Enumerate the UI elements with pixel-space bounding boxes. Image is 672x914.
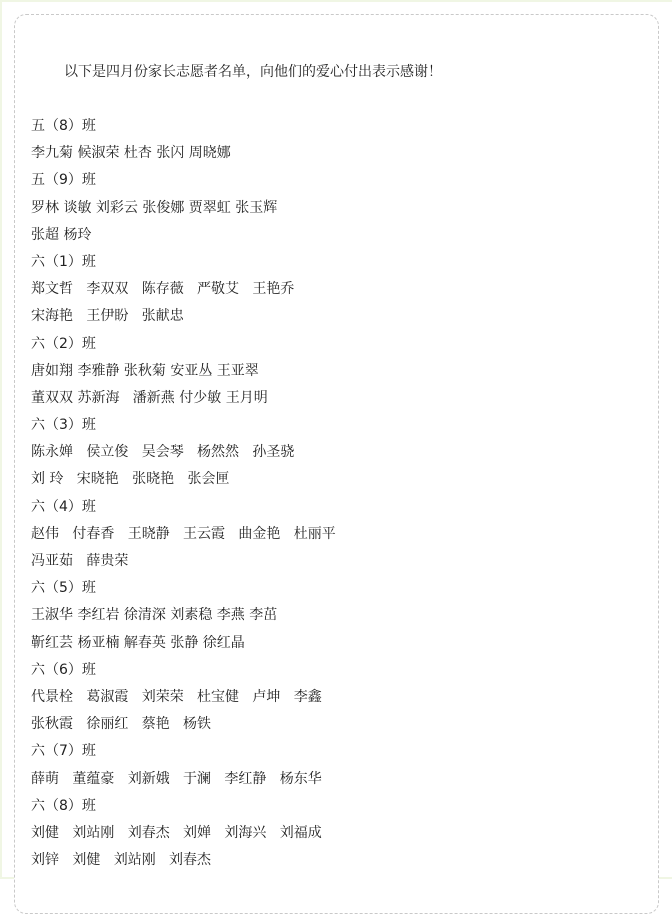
class-heading: 六（7）班 [31,743,96,760]
volunteer-names: 李九菊 候淑荣 杜杏 张闪 周晓娜 [31,145,231,162]
volunteer-names: 薛萌 董蕴豪 刘新娥 于澜 李红静 杨东华 [31,770,322,787]
volunteer-names: 刘锌 刘健 刘站刚 刘春杰 [31,852,212,869]
volunteer-names: 罗林 谈敏 刘彩云 张俊娜 贾翠虹 张玉辉 [31,199,278,216]
class-heading: 六（2）班 [31,335,96,352]
volunteer-names: 刘健 刘站刚 刘春杰 刘婵 刘海兴 刘福成 [31,824,322,841]
class-heading: 六（6）班 [31,661,96,678]
class-heading: 六（8）班 [31,797,96,814]
class-heading: 五（9）班 [31,172,96,189]
volunteer-names: 王淑华 李红岩 徐清深 刘素稳 李燕 李茁 [31,607,278,624]
volunteer-roster [31,113,336,874]
volunteer-names: 赵伟 付春香 王晓静 王云霞 曲金艳 杜丽平 [31,525,336,542]
class-heading: 五（8）班 [31,118,96,134]
intro-text: 以下是四月份家长志愿者名单，向他们的爱心付出表示感谢！ [64,64,442,80]
class-heading: 六（3）班 [31,417,96,434]
class-heading: 六（1）班 [31,253,96,270]
volunteer-names: 靳红芸 杨亚楠 解春英 张静 徐红晶 [31,634,245,651]
volunteer-names: 张超 杨玲 [31,226,92,243]
volunteer-names: 陈永婵 侯立俊 吴会琴 杨然然 孙圣骁 [31,444,295,461]
volunteer-names: 郑文哲 李双双 陈存薇 严敬艾 王艳乔 [31,281,295,298]
volunteer-names: 唐如翔 李雅静 张秋菊 安亚丛 王亚翠 [31,362,259,379]
volunteer-names: 刘 玲 宋晓艳 张晓艳 张会匣 [31,471,230,488]
volunteer-names: 张秋霞 徐丽红 蔡艳 杨铁 [31,716,212,733]
volunteer-names: 冯亚茹 薛贵荣 [31,553,129,569]
class-heading: 六（5）班 [31,580,96,597]
volunteer-names: 代景栓 葛淑霞 刘荣荣 杜宝健 卢坤 李鑫 [31,688,322,705]
volunteer-names: 宋海艳 王伊盼 张献忠 [31,308,184,325]
volunteer-names: 董双双 苏新海 潘新燕 付少敏 王月明 [31,389,268,406]
class-heading: 六（4）班 [31,498,96,515]
